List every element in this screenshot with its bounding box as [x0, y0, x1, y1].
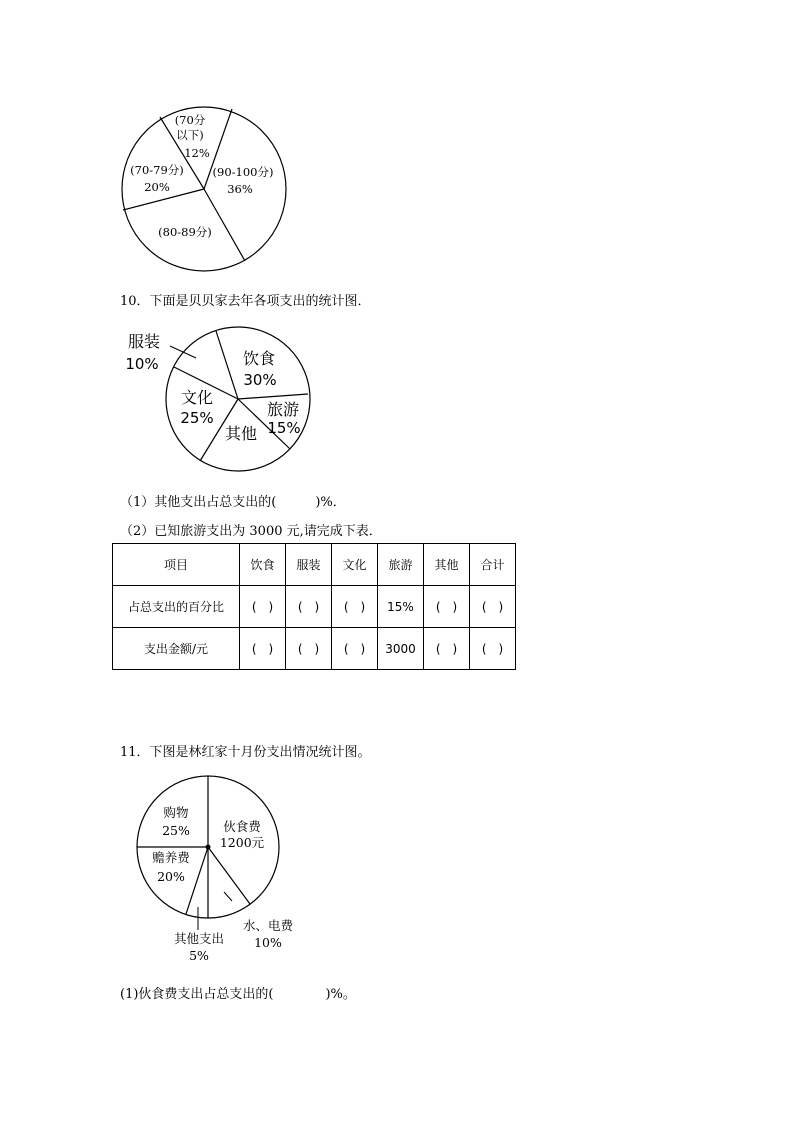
table-row [113, 628, 516, 670]
slice-value: 36% [227, 182, 253, 196]
answer-blank[interactable]: ( ) [286, 628, 332, 670]
slice-value: 25% [162, 823, 190, 838]
slice-value: 20% [144, 180, 170, 194]
table-header-cell: 饮食 [240, 544, 286, 586]
expense-pie-chart [118, 322, 318, 477]
slice-label: 饮食 [242, 349, 276, 368]
slice-value: 5% [189, 948, 209, 963]
slice-label: (70分 [174, 113, 206, 127]
question-10-title: 10．下面是贝贝家去年各项支出的统计图． [120, 294, 371, 309]
slice-label: 服装 [127, 332, 161, 351]
slice-label: 购物 [163, 805, 189, 820]
slice-label: 伙食费 [223, 819, 261, 834]
score-pie-chart [110, 100, 300, 280]
slice-value: 15% [267, 419, 301, 437]
answer-blank[interactable]: ( ) [332, 628, 378, 670]
pie-divider [238, 394, 308, 399]
table-cell: 支出金额/元 [113, 628, 240, 670]
slice-value: 30% [243, 371, 277, 389]
slice-label: 水、电费 [242, 918, 294, 933]
question-11-title: 11．下图是林红家十月份支出情况统计图。 [120, 745, 371, 760]
table-cell: 3000 [378, 628, 424, 670]
table-header-cell: 项目 [113, 544, 240, 586]
question-11-part-1: (1)伙食费支出占总支出的( )%。 [120, 987, 356, 1002]
slice-label: (90-100分) [212, 165, 274, 179]
slice-label: 旅游 [266, 400, 300, 419]
slice-label: 文化 [180, 388, 214, 407]
slice-value: 12% [184, 146, 210, 160]
slice-label: 以下) [176, 128, 204, 142]
answer-blank[interactable]: ( ) [470, 586, 516, 628]
slice-label: 赡养费 [152, 850, 190, 865]
leader-line [170, 346, 196, 358]
slice-label: (70-79分) [130, 163, 184, 177]
slice-label: 其他支出 [173, 931, 225, 946]
question-10-part-2: （2）已知旅游支出为 3000 元,请完成下表． [120, 524, 382, 539]
table-row [113, 586, 516, 628]
monthly-expense-pie-chart [120, 774, 320, 970]
expense-table [112, 543, 516, 670]
table-header-cell: 其他 [424, 544, 470, 586]
answer-blank[interactable]: ( ) [240, 586, 286, 628]
table-header-cell: 文化 [332, 544, 378, 586]
pie-divider [216, 331, 238, 399]
pie-center-dot [206, 845, 211, 850]
leader-line [224, 892, 232, 901]
slice-value: 1200元 [219, 835, 265, 850]
table-header-cell: 旅游 [378, 544, 424, 586]
question-10-part-1: （1）其他支出占总支出的( )%． [120, 495, 346, 510]
pie-divider [208, 847, 250, 904]
answer-blank[interactable]: ( ) [470, 628, 516, 670]
answer-blank[interactable]: ( ) [332, 586, 378, 628]
slice-value: 10% [125, 355, 159, 373]
slice-label: 其他 [224, 424, 258, 443]
answer-blank[interactable]: ( ) [286, 586, 332, 628]
answer-blank[interactable]: ( ) [424, 586, 470, 628]
table-header-cell: 服装 [286, 544, 332, 586]
answer-blank[interactable]: ( ) [424, 628, 470, 670]
slice-value: 20% [157, 869, 185, 884]
answer-blank[interactable]: ( ) [240, 628, 286, 670]
slice-value: 10% [254, 935, 282, 950]
table-cell: 15% [378, 586, 424, 628]
table-cell: 占总支出的百分比 [113, 586, 240, 628]
slice-label: (80-89分) [158, 225, 212, 239]
table-header-cell: 合计 [470, 544, 516, 586]
table-header-row [113, 544, 516, 586]
slice-value: 25% [180, 409, 214, 427]
